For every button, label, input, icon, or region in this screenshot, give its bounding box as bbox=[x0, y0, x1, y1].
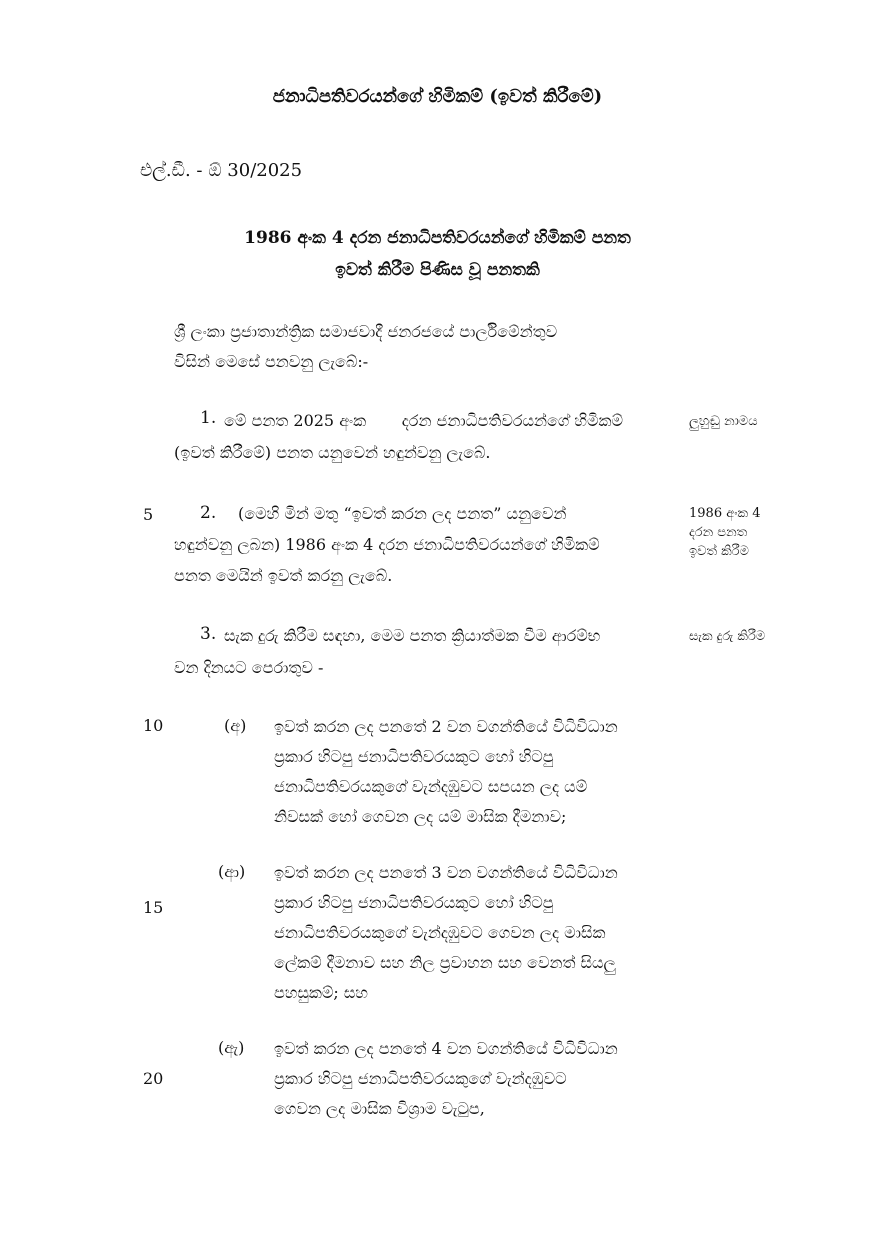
subparagraph-aa bbox=[274, 858, 676, 1008]
margin-note-repeal-line-2: දරන පනත bbox=[689, 525, 748, 540]
subparagraph-ae bbox=[274, 1034, 676, 1124]
subparagraph-aa-line-3: ජනාධිපතිවරයකුගේ වැන්දඹුවට ගෙවන ලද මාසික bbox=[274, 923, 606, 942]
subparagraph-a-line-3: ජනාධිපතිවරයකුගේ වැන්දඹුවට සපයන ලද යම් bbox=[274, 777, 588, 796]
line-number-5: 5 bbox=[143, 505, 154, 524]
enacting-formula bbox=[174, 317, 676, 377]
subparagraph-ae-line-3: ගෙවන ලද මාසික විශ්‍රාම වැටුප, bbox=[274, 1099, 485, 1118]
subparagraph-a bbox=[274, 712, 676, 832]
margin-note-removal-of-doubts: සැක දුරු කිරීම bbox=[689, 629, 766, 644]
document-title: ජනාධිපතිවරයන්ගේ හිමිකම් (ඉවත් කිරීමේ) bbox=[272, 86, 603, 107]
section-2-line-3: පනත මෙයින් ඉවත් කරනු ලැබේ. bbox=[174, 566, 393, 585]
section-1-line-2: (ඉවත් කිරීමේ) පනත යනුවෙන් හඳුන්වනු ලැබේ. bbox=[174, 443, 491, 462]
subparagraph-a-line-4: නිවසක් හෝ ගෙවන ලද යම් මාසික දීමනාව; bbox=[274, 807, 567, 826]
subparagraph-aa-line-5: පහසුකම්; සහ bbox=[274, 983, 368, 1002]
section-1-number: 1. bbox=[200, 408, 217, 428]
document-reference: එල්.ඩී. - ඕ 30/2025 bbox=[140, 160, 303, 181]
line-number-20: 20 bbox=[143, 1069, 164, 1088]
subparagraph-ae-line-1: ඉවත් කරන ලද පනතේ 4 වන වගන්තියේ විධිවිධාන bbox=[274, 1039, 618, 1058]
section-3-number: 3. bbox=[200, 624, 217, 644]
subparagraph-ae-line-2: ප්‍රකාර හිටපු ජනාධිපතිවරයකුගේ වැන්දඹුවට bbox=[274, 1069, 567, 1088]
line-number-10: 10 bbox=[143, 716, 164, 735]
subparagraph-aa-line-2: ප්‍රකාර හිටපු ජනාධිපතිවරයකුට හෝ හිටපු bbox=[274, 893, 554, 912]
section-3-line-1: සැක දුරු කිරීම සඳහා, මෙම පනත ක්‍රියාත්මක වීම ආරම්භ bbox=[224, 626, 601, 645]
margin-note-repeal-line-3: ඉවත් කිරීම bbox=[689, 544, 749, 559]
section-3-line-2: වන දිනයට පෙරාතුව - bbox=[174, 658, 324, 677]
long-title-line-2: ඉවත් කිරීම පිණිස වූ පනතකි bbox=[335, 260, 540, 280]
subparagraph-a-line-2: ප්‍රකාර හිටපු ජනාධිපතිවරයකුට හෝ හිටපු bbox=[274, 747, 554, 766]
section-2-number: 2. bbox=[200, 503, 217, 523]
margin-note-repeal bbox=[689, 504, 789, 561]
section-2-line-1: (මෙහි මින් මතු “ඉවත් කරන ලද පනත” යනුවෙන් bbox=[238, 504, 567, 523]
subparagraph-a-label: (අ) bbox=[224, 716, 247, 735]
long-title-line-1: 1986 අංක 4 දරන ජනාධිපතිවරයන්ගේ හිමිකම් පනත bbox=[244, 228, 631, 248]
enacting-line-2: විසින් මෙසේ පනවනු ලැබේ:- bbox=[174, 352, 369, 371]
subparagraph-aa-line-1: ඉවත් කරන ලද පනතේ 3 වන වගන්තියේ විධිවිධාන bbox=[274, 863, 618, 882]
subparagraph-ae-label: (ඇ) bbox=[218, 1038, 245, 1057]
section-2-line-2: හඳුන්වනු ලබන) 1986 අංක 4 දරන ජනාධිපතිවරයන්ගේ හිමිකම් bbox=[174, 535, 600, 554]
line-number-15: 15 bbox=[143, 898, 164, 917]
margin-note-short-title: ලුහුඬු නාමය bbox=[689, 414, 758, 429]
section-1-line-1: මේ පනත 2025 අංක දරන ජනාධිපතිවරයන්ගේ හිමිකම් bbox=[224, 411, 623, 430]
subparagraph-aa-label: (ආ) bbox=[218, 862, 246, 881]
subparagraph-aa-line-4: ලේකම් දීමනාව සහ නිල ප්‍රවාහන සහ වෙනත් සියලු bbox=[274, 953, 616, 972]
enacting-line-1: ශ්‍රී ලංකා ප්‍රජාතාන්ත්‍රික සමාජවාදී ජනරජයේ පාර්ලිමේන්තුව bbox=[174, 322, 558, 341]
margin-note-repeal-line-1: 1986 අංක 4 bbox=[689, 506, 761, 521]
subparagraph-a-line-1: ඉවත් කරන ලද පනතේ 2 වන වගන්තියේ විධිවිධාන bbox=[274, 717, 618, 736]
